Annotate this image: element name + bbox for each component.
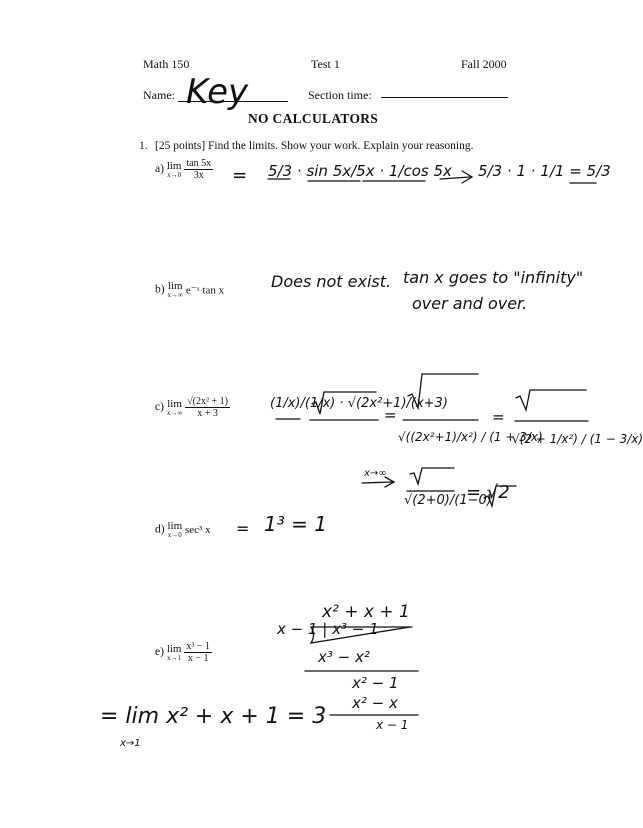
- fraction-numerator: x³ − 1: [186, 641, 210, 652]
- part-d-result: 1³ = 1: [264, 512, 327, 536]
- part-e-rem-1: x² − 1: [352, 674, 399, 692]
- name-value-handwritten: Key: [186, 72, 249, 112]
- lim-subscript: x→∞: [167, 291, 183, 299]
- part-c-step-2: √((2x²+1)/x²) / (1 + 3/x): [398, 430, 543, 444]
- part-c-arrow-label: x→∞: [364, 468, 387, 479]
- course-label: Math 150: [143, 57, 190, 71]
- part-b-label: b): [155, 283, 165, 296]
- test-label: Test 1: [311, 57, 340, 71]
- part-c-eq-1: =: [384, 406, 397, 424]
- section-time-label: Section time:: [308, 88, 372, 102]
- lim-word: lim: [167, 280, 183, 292]
- part-c-result: = √2: [466, 482, 510, 503]
- part-c-step-3: √(2 + 1/x²) / (1 − 3/x): [512, 432, 643, 446]
- lim-word: lim: [166, 642, 182, 655]
- part-c-step-1: (1/x)/(1/x) · √(2x²+1)/(x+3): [270, 396, 448, 411]
- part-a-answer-arrow: [432, 160, 447, 181]
- part-e-dividend: x − 1 | x³ − 1: [277, 620, 379, 638]
- part-c-step-4: √(2+0)/(1−0): [404, 493, 492, 508]
- part-a-answer-work: 5/3 · sin 5x/5x · 1/cos 5x: [268, 162, 452, 180]
- part-b-answer-3: over and over.: [412, 294, 528, 313]
- lim-subscript: x→0: [167, 170, 182, 179]
- term-label: Fall 2000: [461, 57, 507, 71]
- lim-subscript: x→1: [167, 653, 182, 662]
- part-e-sub-1: x³ − x²: [318, 648, 370, 666]
- part-a-answer-eq: =: [232, 165, 248, 186]
- lim-word: lim: [167, 520, 183, 532]
- part-c-eq-2: =: [492, 408, 505, 426]
- part-e-result-sub: x→1: [120, 738, 141, 749]
- fraction-denominator: x + 3: [197, 408, 218, 419]
- part-a-label: a): [155, 163, 164, 176]
- question-prompt: [25 points] Find the limits. Show your work. Explain your reasoning.: [155, 140, 474, 152]
- part-e-label: e): [155, 646, 164, 659]
- fraction-numerator: √(2x² + 1): [187, 396, 228, 407]
- part-e-sub-2: x² − x: [352, 694, 398, 712]
- part-a-answer-result: 5/3 · 1 · 1/1 = 5/3: [478, 162, 611, 180]
- part-e-result: = lim x² + x + 1 = 3: [100, 704, 327, 729]
- lim-word: lim: [167, 397, 182, 410]
- lim-subscript: x→0: [167, 531, 182, 539]
- fraction-numerator: tan 5x: [186, 158, 212, 169]
- fraction-denominator: 3x: [193, 170, 204, 181]
- part-e-quotient: x² + x + 1: [322, 602, 410, 622]
- part-b-expression: e⁻ˣ tan x: [185, 284, 225, 297]
- part-e-rem-2: x − 1: [376, 718, 409, 732]
- part-d-label: d): [155, 523, 165, 536]
- question-number: 1.: [139, 140, 148, 152]
- part-c-label: c): [155, 401, 164, 414]
- part-d-eq: =: [236, 519, 250, 538]
- fraction-denominator: x − 1: [187, 653, 209, 664]
- part-b-answer-1: Does not exist.: [271, 272, 392, 291]
- part-b-answer-2: tan x goes to "infinity": [403, 268, 584, 287]
- part-d-expression: sec³ x: [185, 524, 211, 536]
- page-title: NO CALCULATORS: [248, 111, 379, 126]
- name-label: Name:: [143, 88, 175, 102]
- lim-subscript: x→∞: [166, 408, 183, 417]
- lim-word: lim: [166, 159, 182, 172]
